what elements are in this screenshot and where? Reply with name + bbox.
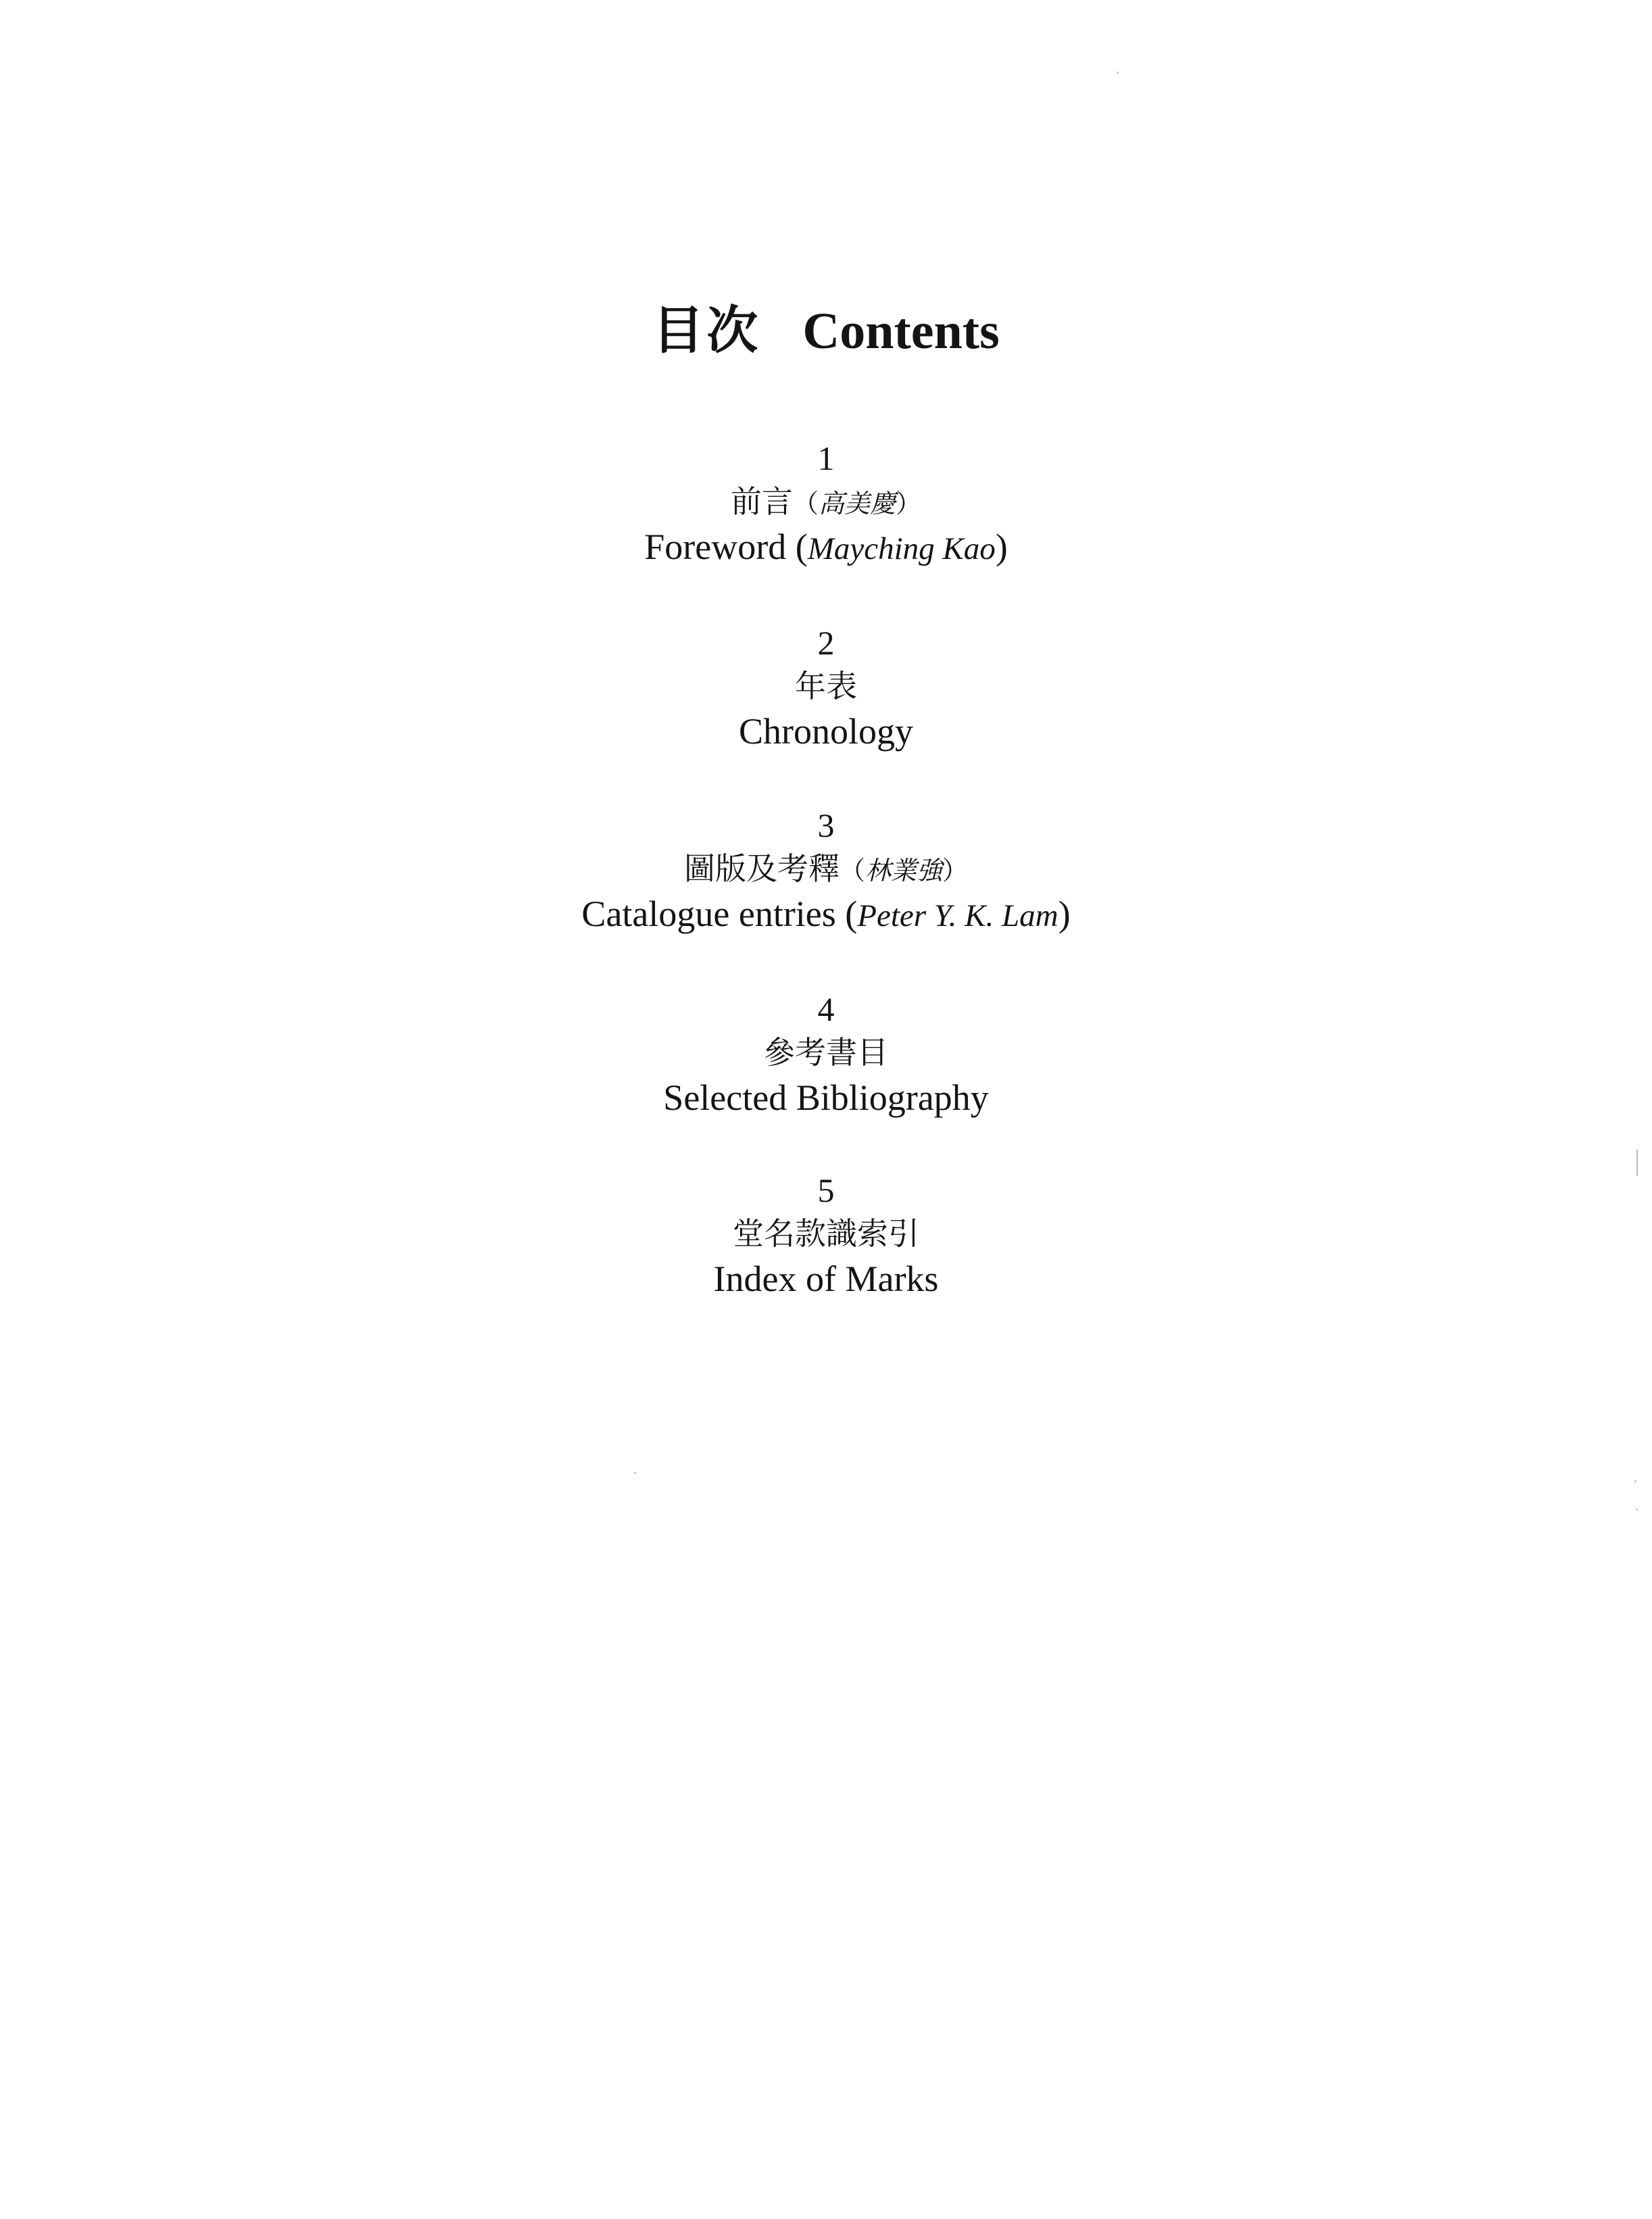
close-paren: ） (942, 856, 969, 885)
english-title-text: Foreword (644, 527, 787, 567)
english-title-text: Catalogue entries (581, 894, 836, 934)
open-paren: （ (839, 856, 865, 885)
entry-english-title: Foreword (Mayching Kao) (644, 527, 1008, 567)
entry-chinese-title (0, 481, 1652, 522)
chinese-author: 高美慶 (818, 489, 896, 518)
toc-entry-4 (0, 987, 1652, 1122)
chinese-title-text: 圖版及考釋 (683, 850, 840, 887)
entry-number: 4 (817, 990, 835, 1028)
entry-number: 5 (817, 1171, 835, 1209)
close-paren: ） (896, 489, 922, 518)
chinese-author: 林業強 (865, 856, 942, 885)
english-author: Mayching Kao (807, 531, 996, 566)
toc-entry-3 (0, 803, 1652, 938)
entry-number: 2 (817, 624, 835, 662)
page-title (0, 297, 1652, 365)
page-title-chinese: 目次 (652, 303, 761, 360)
toc-entry-1 (0, 436, 1652, 571)
scan-speck (1636, 1509, 1638, 1511)
scan-edge-mark (1636, 1149, 1638, 1176)
english-author: Peter Y. K. Lam (857, 898, 1059, 933)
scan-speck (1634, 1480, 1636, 1482)
entry-english-title: Index of Marks (713, 1259, 939, 1299)
entry-chinese-title: 年表 (795, 668, 857, 704)
scan-speck (634, 1472, 636, 1474)
entry-english-title: Catalogue entries (Peter Y. K. Lam) (581, 894, 1071, 934)
scan-speck (1117, 72, 1119, 74)
toc-entry-5 (0, 1168, 1652, 1303)
entry-chinese-title: 堂名款識索引 (733, 1215, 919, 1252)
entry-number: 1 (817, 439, 835, 477)
page-title-english: Contents (802, 303, 1000, 360)
toc-entry-2 (0, 620, 1652, 756)
entry-number: 3 (817, 806, 835, 844)
open-paren: （ (792, 489, 819, 518)
chinese-title-text: 前言 (730, 483, 793, 520)
entry-english-title: Chronology (738, 711, 913, 752)
entry-english-title: Selected Bibliography (663, 1077, 989, 1118)
entry-chinese-title: 參考書目 (764, 1034, 888, 1071)
entry-chinese-title (0, 848, 1652, 889)
